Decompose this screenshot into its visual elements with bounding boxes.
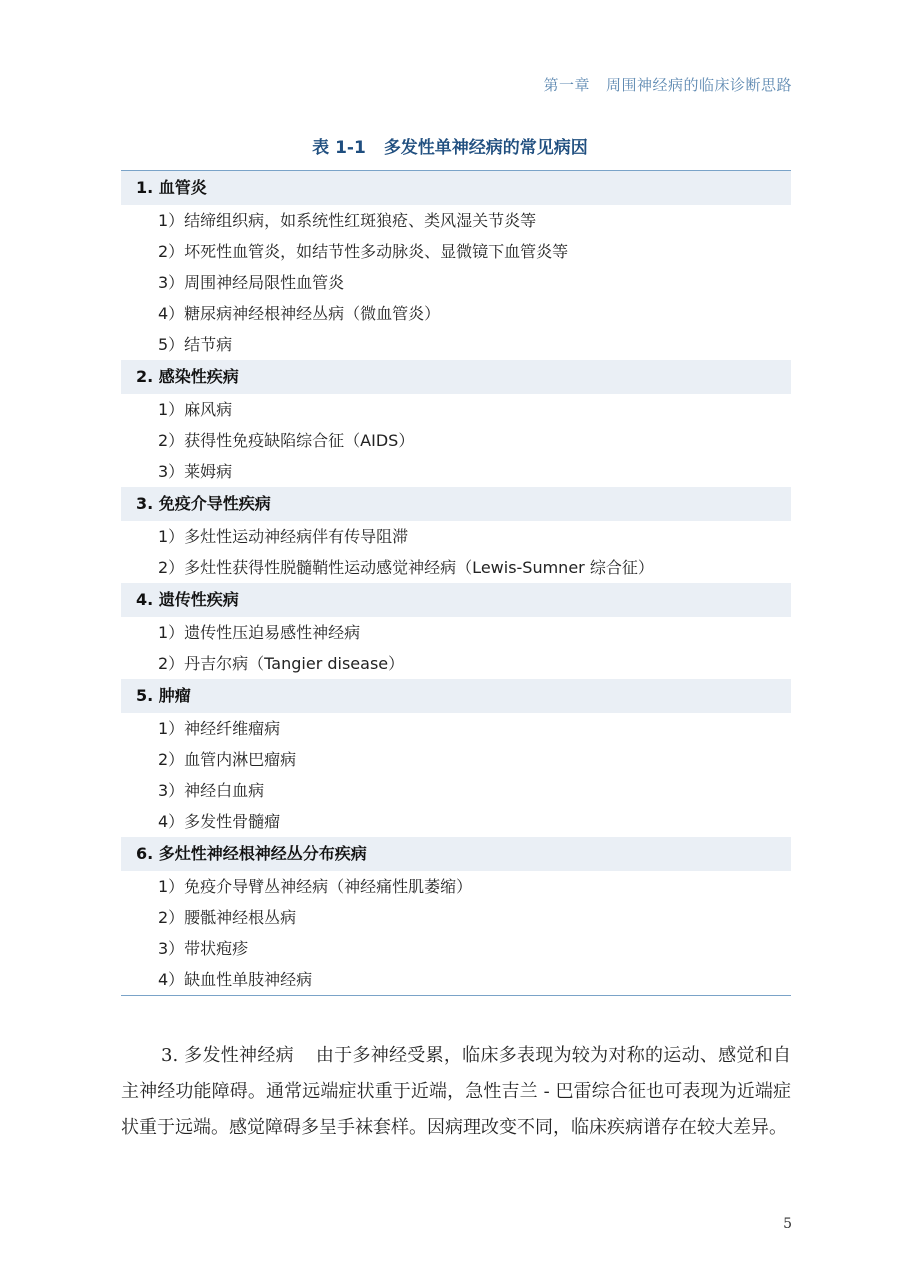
list-item: 1）神经纤维瘤病 (158, 719, 281, 738)
category-heading: 6. 多灶性神经根神经丛分布疾病 (121, 837, 791, 871)
list-item: 2）血管内淋巴瘤病 (158, 750, 297, 769)
paragraph-text: 由于多神经受累，临床多表现为较为对称的运动、感觉和自主神经功能障碍。通常远端症状重于近端，急性吉兰 - 巴雷综合征也可表现为近端症状重于远端。感觉障碍多呈手袜套样。因病理改变不同，临床疾病谱存在较大差异。 (121, 1045, 791, 1138)
list-item: 3）周围神经局限性血管炎 (158, 273, 345, 292)
list-item: 4）多发性骨髓瘤 (158, 812, 281, 831)
list-item: 4）糖尿病神经根神经丛病（微血管炎） (158, 304, 441, 323)
category-heading: 2. 感染性疾病 (121, 360, 791, 394)
list-item: 5）结节病 (158, 335, 233, 354)
body-paragraph (121, 1038, 791, 1146)
running-head-chapter: 第一章 (543, 76, 590, 94)
table-number: 表 1-1 (312, 138, 366, 158)
list-item: 4）缺血性单肢神经病 (158, 970, 313, 989)
category-heading: 4. 遗传性疾病 (121, 583, 791, 617)
list-item: 2）丹吉尔病（Tangier disease） (158, 654, 405, 673)
list-item: 2）多灶性获得性脱髓鞘性运动感觉神经病（Lewis-Sumner 综合征） (158, 558, 654, 577)
list-item: 2）获得性免疫缺陷综合征（AIDS） (158, 431, 415, 450)
list-item: 2）腰骶神经根丛病 (158, 908, 297, 927)
list-item: 2）坏死性血管炎，如结节性多动脉炎、显微镜下血管炎等 (158, 242, 569, 261)
table-title: 多发性单神经病的常见病因 (383, 138, 588, 158)
cause-table (121, 170, 791, 996)
list-item: 3）带状疱疹 (158, 939, 249, 958)
table-caption (0, 133, 900, 158)
list-item: 1）免疫介导臂丛神经病（神经痛性肌萎缩） (158, 877, 473, 896)
list-item: 1）结缔组织病，如系统性红斑狼疮、类风湿关节炎等 (158, 211, 537, 230)
list-item: 3）莱姆病 (158, 462, 233, 481)
list-item: 3）神经白血病 (158, 781, 265, 800)
list-item: 1）麻风病 (158, 400, 233, 419)
running-head (543, 74, 792, 95)
list-item: 1）多灶性运动神经病伴有传导阻滞 (158, 527, 409, 546)
section-label: 3. 多发性神经病 (161, 1045, 294, 1066)
running-head-title: 周围神经病的临床诊断思路 (605, 76, 792, 94)
category-heading: 3. 免疫介导性疾病 (121, 487, 791, 521)
category-heading: 5. 肿瘤 (121, 679, 791, 713)
page-number: 5 (783, 1216, 792, 1232)
category-heading: 1. 血管炎 (121, 171, 791, 205)
list-item: 1）遗传性压迫易感性神经病 (158, 623, 361, 642)
